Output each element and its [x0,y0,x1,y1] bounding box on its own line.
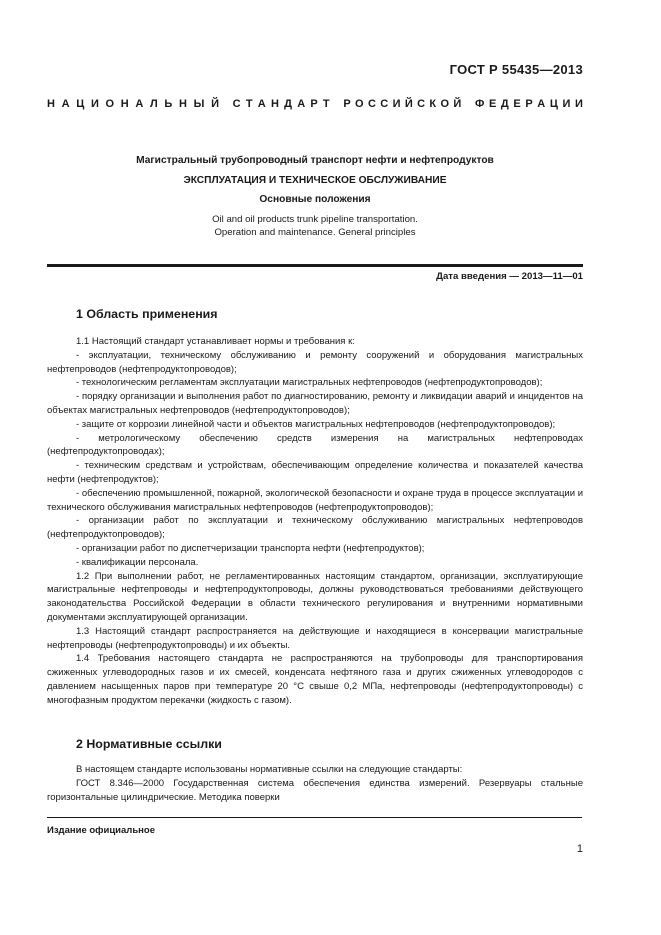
paragraph: ГОСТ 8.346—2000 Государственная система обеспечения единства измерений. Резервуары стальные горизонтальные цилиндрические. Методика поверки [47,777,583,803]
header-rule [47,264,583,267]
paragraph: - техническим средствам и устройствам, обеспечивающим определение количества и показателей качества нефти (нефтепродуктов); [47,460,583,485]
document-number: ГОСТ Р 55435—2013 [449,62,583,77]
section-2-body [47,763,583,804]
paragraph: - обеспечению промышленной, пожарной, экологической безопасности и охране труда в процессе эксплуатации и технического обслуживания магистральных нефтепроводов (нефтепродуктопроводов); [47,487,583,513]
paragraph: - организации работ по эксплуатации и техническому обслуживанию магистральных нефтепроводов (нефтепродуктопроводов); [47,515,583,541]
national-standard-word: Ф Е Д Е Р А Ц И И [474,98,583,110]
national-standard-heading [47,98,583,110]
national-standard-word: Н А Ц И О Н А Л Ь Н Ы Й [47,98,219,110]
paragraph: - квалификации персонала. [76,556,199,568]
paragraph: - метрологическому обеспечению средств измерения на магистральных нефтепроводах (нефтепродуктопроводах); [47,432,583,458]
paragraph: - технологическим регламентам эксплуатации магистральных нефтепроводов (нефтепродуктопроводов); [76,377,543,389]
paragraph: - защите от коррозии линейной части и объектов магистральных нефтепроводов (нефтепродуктопроводов); [76,418,556,430]
title-subject: Магистральный трубопроводный транспорт нефти и нефтепродуктов [136,155,494,166]
title-sub: Основные положения [259,194,371,205]
edition-label: Издание официальное [47,825,155,836]
national-standard-word: Р О С С И Й С К О Й [343,98,462,110]
paragraph: - порядку организации и выполнения работ по диагностированию, ремонту и ликвидации аварий и инцидентов на объектах магистральных нефтепроводов (нефтепродуктопроводов); [47,391,583,416]
footer-rule [47,817,582,818]
paragraph: - организации работ по диспетчеризации транспорта нефти (нефтепродуктов); [76,542,425,554]
title-english-1: Oil and oil products trunk pipeline transportation. [212,214,418,225]
introduction-date: Дата введения — 2013—11—01 [436,271,583,282]
national-standard-word: С Т А Н Д А Р Т [232,98,330,110]
paragraph: 1.2 При выполнении работ, не регламентированных настоящим стандартом, организации, эксплуатирующие магистральные нефтепроводы и нефтепродуктопроводы, должны руководствоваться требованиями действующего законодательства Российской Федерации в области технического регулирования и внутренними нормативными документами эксплуатирующей организации. [47,570,583,623]
section-1-body [47,335,583,708]
section-1-heading: 1 Область применения [76,307,218,321]
title-main: ЭКСПЛУАТАЦИЯ И ТЕХНИЧЕСКОЕ ОБСЛУЖИВАНИЕ [183,175,447,186]
page-number: 1 [576,843,583,855]
paragraph: В настоящем стандарте использованы нормативные ссылки на следующие стандарты: [76,764,463,775]
title-english-2: Operation and maintenance. General principles [214,227,416,238]
paragraph: 1.4 Требования настоящего стандарта не распространяются на трубопроводы для транспортирования сжиженных углеводородных газов и их смесей, конденсата нефтяного газа и других сжиженных углеводородов с давлением насыщенных паров при температуре 20 °С свыше 0,2 МПа, нефтепроводы (нефтепродуктопроводы) с многофазным продуктом перекачки (жидкость с газом). [47,653,583,706]
paragraph: 1.3 Настоящий стандарт распространяется на действующие и находящиеся в консервации магистральные нефтепроводы (нефтепродуктопроводы) и их объекты. [47,625,583,651]
section-2-heading: 2 Нормативные ссылки [76,737,222,751]
paragraph: 1.1 Настоящий стандарт устанавливает нормы и требования к: [76,336,355,347]
paragraph: - эксплуатации, техническому обслуживанию и ремонту сооружений и оборудования магистральных нефтепроводов (нефтепродуктопроводов); [47,349,583,375]
